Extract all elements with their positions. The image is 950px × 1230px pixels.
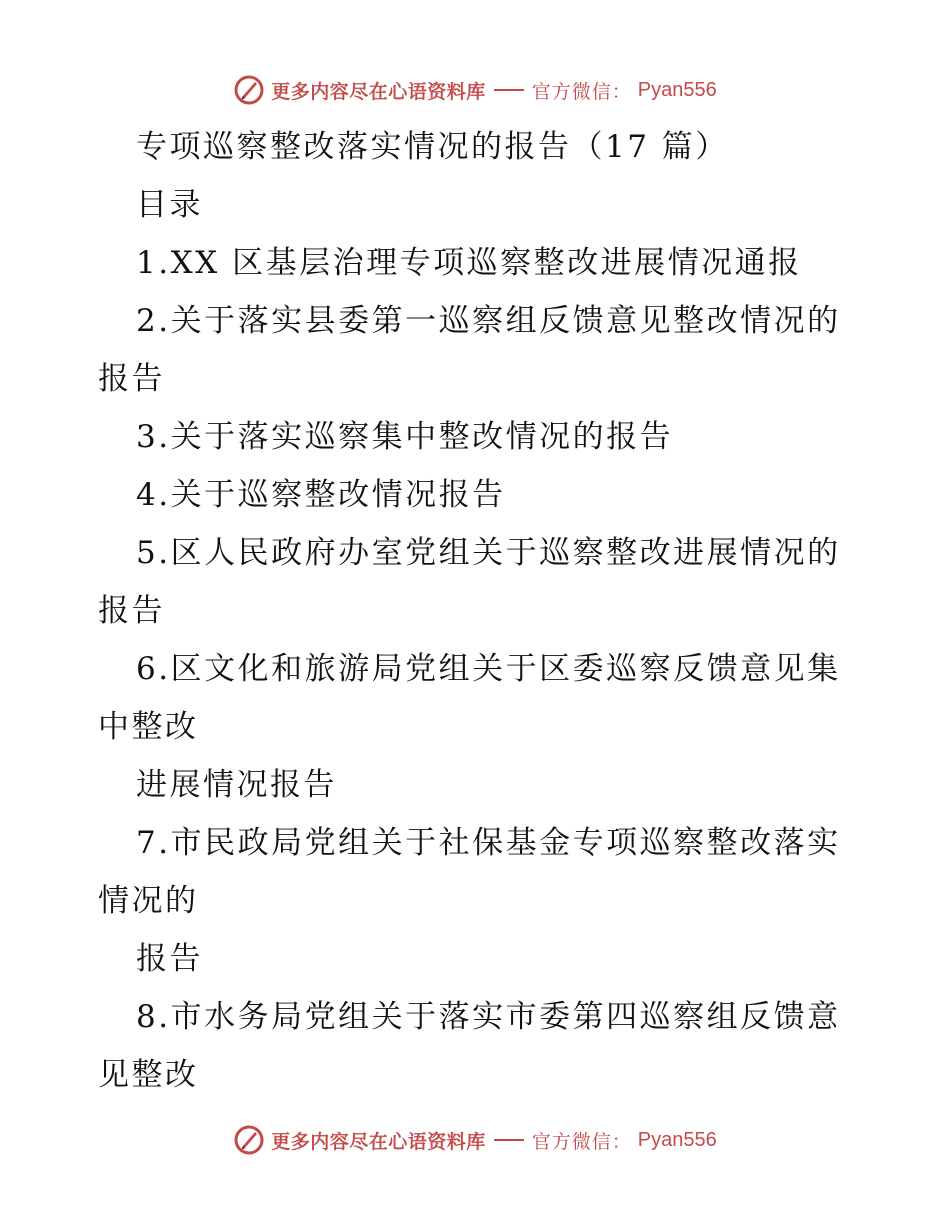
toc-line: 6.区文化和旅游局党组关于区委巡察反馈意见集 bbox=[136, 651, 841, 687]
toc-line: 报告 bbox=[136, 941, 203, 977]
watermark-brand-text: 更多内容尽在心语资料库 bbox=[271, 1130, 486, 1153]
toc-line: 8.市水务局党组关于落实市委第四巡察组反馈意 bbox=[136, 999, 841, 1035]
watermark-wechat-label: 官方微信： bbox=[531, 80, 632, 103]
watermark-dash bbox=[494, 1139, 524, 1141]
watermark-brand-text: 更多内容尽在心语资料库 bbox=[271, 80, 486, 103]
watermark-dash bbox=[494, 89, 524, 91]
toc-line: 4.关于巡察整改情况报告 bbox=[136, 477, 506, 513]
watermark-wechat-label: 官方微信： bbox=[531, 1130, 632, 1153]
footer-watermark bbox=[0, 1120, 950, 1160]
document-title: 专项巡察整改落实情况的报告（17 篇） bbox=[136, 129, 729, 165]
toc-line: 报告 bbox=[98, 361, 165, 397]
quill-pen-circle-icon bbox=[233, 1124, 265, 1156]
watermark-wechat-id: Pyan556 bbox=[637, 78, 717, 101]
toc-line: 1.XX 区基层治理专项巡察整改进展情况通报 bbox=[136, 245, 802, 281]
toc-line: 5.区人民政府办室党组关于巡察整改进展情况的 bbox=[136, 535, 841, 571]
toc-line: 7.市民政局党组关于社保基金专项巡察整改落实 bbox=[136, 825, 841, 861]
toc-line: 进展情况报告 bbox=[136, 767, 337, 803]
toc-heading: 目录 bbox=[136, 187, 203, 223]
toc-line: 见整改 bbox=[98, 1057, 199, 1093]
toc-line: 报告 bbox=[98, 593, 165, 629]
document-body bbox=[98, 118, 858, 1104]
header-watermark bbox=[0, 70, 950, 110]
toc-line: 2.关于落实县委第一巡察组反馈意见整改情况的 bbox=[136, 303, 841, 339]
toc-line: 情况的 bbox=[98, 883, 199, 919]
quill-pen-circle-icon bbox=[233, 74, 265, 106]
toc-line: 3.关于落实巡察集中整改情况的报告 bbox=[136, 419, 674, 455]
toc-line: 中整改 bbox=[98, 709, 199, 745]
watermark-wechat-id: Pyan556 bbox=[637, 1128, 717, 1151]
